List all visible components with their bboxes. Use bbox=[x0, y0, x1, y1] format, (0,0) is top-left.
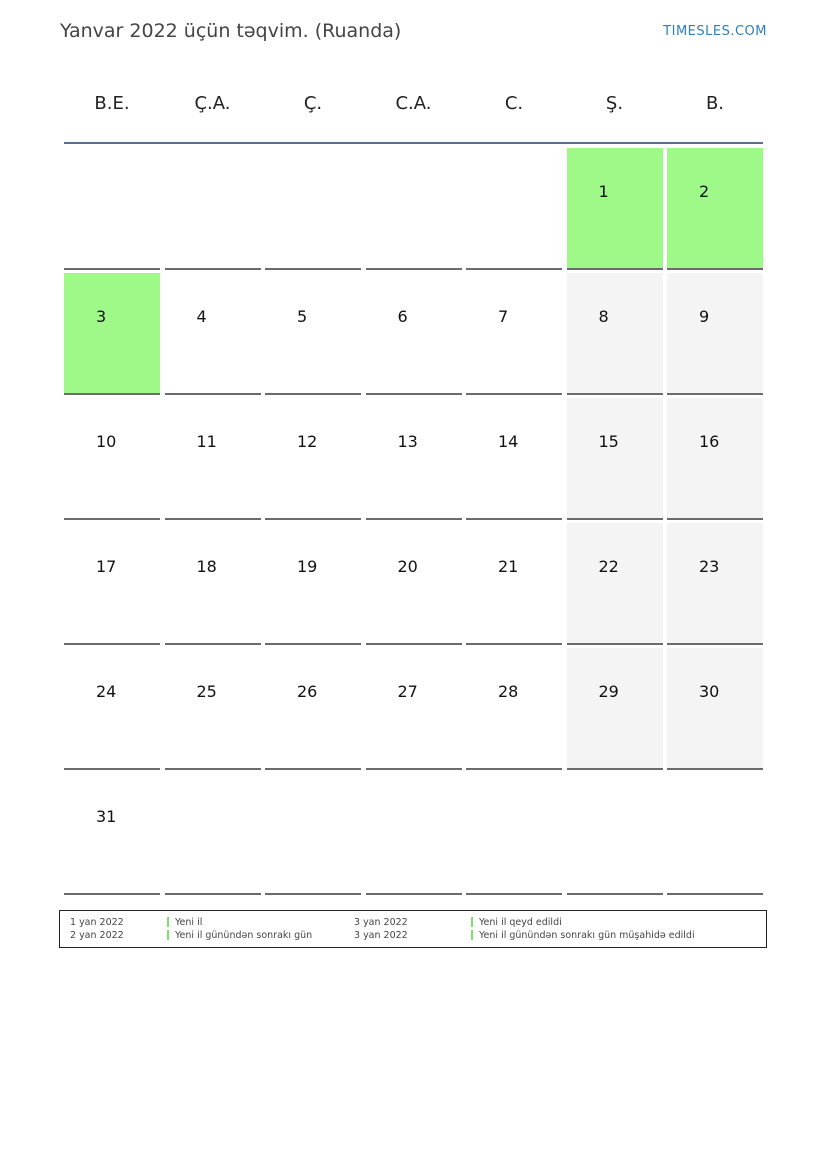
weekday-label: C.A. bbox=[395, 93, 432, 114]
day-cell bbox=[165, 398, 261, 520]
weekday-label: Ç.A. bbox=[194, 93, 231, 114]
day-cell bbox=[667, 523, 763, 645]
day-number: 30 bbox=[699, 682, 720, 701]
weekday-label: C. bbox=[504, 93, 524, 114]
holiday-marker-icon bbox=[471, 917, 473, 927]
day-cell bbox=[567, 648, 663, 770]
day-number: 13 bbox=[397, 432, 418, 451]
holiday-marker-icon bbox=[167, 930, 169, 940]
day-cell bbox=[165, 648, 261, 770]
day-number: 9 bbox=[699, 307, 710, 326]
empty-cell bbox=[667, 773, 763, 895]
day-cell bbox=[366, 523, 462, 645]
legend-date: 2 yan 2022 bbox=[70, 930, 124, 941]
empty-cell bbox=[265, 773, 361, 895]
day-cell bbox=[165, 523, 261, 645]
day-number: 23 bbox=[699, 557, 720, 576]
day-cell bbox=[366, 273, 462, 395]
day-cell bbox=[466, 273, 562, 395]
day-cell bbox=[366, 398, 462, 520]
legend-date: 3 yan 2022 bbox=[354, 930, 408, 941]
day-number: 17 bbox=[96, 557, 117, 576]
day-number: 8 bbox=[598, 307, 609, 326]
weekday-label: B. bbox=[705, 93, 725, 114]
day-number: 16 bbox=[699, 432, 720, 451]
day-number: 7 bbox=[498, 307, 509, 326]
day-cell bbox=[466, 648, 562, 770]
day-number: 10 bbox=[96, 432, 117, 451]
day-number: 29 bbox=[598, 682, 619, 701]
day-cell bbox=[64, 648, 160, 770]
day-cell bbox=[466, 523, 562, 645]
day-number: 6 bbox=[397, 307, 408, 326]
legend-item bbox=[70, 916, 400, 929]
day-number: 31 bbox=[96, 807, 117, 826]
day-cell bbox=[466, 398, 562, 520]
day-cell bbox=[64, 398, 160, 520]
day-cell bbox=[567, 148, 663, 270]
legend-name: Yeni il qeyd edildi bbox=[479, 917, 562, 928]
weekday-label: B.E. bbox=[94, 93, 130, 114]
day-cell bbox=[265, 273, 361, 395]
day-cell bbox=[667, 273, 763, 395]
empty-cell bbox=[165, 773, 261, 895]
empty-cell bbox=[165, 148, 261, 270]
calendar-grid bbox=[64, 148, 764, 895]
legend-name: Yeni il bbox=[175, 917, 203, 928]
day-number: 11 bbox=[196, 432, 217, 451]
page-title: Yanvar 2022 üçün təqvim. (Ruanda) bbox=[60, 20, 402, 42]
day-cell bbox=[567, 523, 663, 645]
empty-cell bbox=[567, 773, 663, 895]
empty-cell bbox=[366, 773, 462, 895]
day-number: 18 bbox=[196, 557, 217, 576]
weekday-label: Ş. bbox=[605, 93, 624, 114]
weekday-header bbox=[64, 80, 763, 144]
day-cell bbox=[265, 398, 361, 520]
empty-cell bbox=[466, 773, 562, 895]
day-cell bbox=[165, 273, 261, 395]
day-cell bbox=[265, 648, 361, 770]
day-number: 26 bbox=[297, 682, 318, 701]
empty-cell bbox=[466, 148, 562, 270]
day-number: 15 bbox=[598, 432, 619, 451]
holiday-marker-icon bbox=[471, 930, 473, 940]
day-cell bbox=[567, 398, 663, 520]
day-number: 27 bbox=[397, 682, 418, 701]
day-number: 19 bbox=[297, 557, 318, 576]
day-number: 25 bbox=[196, 682, 217, 701]
empty-cell bbox=[265, 148, 361, 270]
day-cell bbox=[64, 773, 160, 895]
day-number: 28 bbox=[498, 682, 519, 701]
day-number: 2 bbox=[699, 182, 710, 201]
day-cell bbox=[667, 398, 763, 520]
day-number: 3 bbox=[96, 307, 107, 326]
day-cell bbox=[667, 148, 763, 270]
empty-cell bbox=[366, 148, 462, 270]
day-cell bbox=[265, 523, 361, 645]
legend-item bbox=[70, 929, 400, 942]
brand-link[interactable]: TIMESLES.COM bbox=[663, 24, 767, 39]
day-cell bbox=[64, 273, 160, 395]
day-cell bbox=[366, 648, 462, 770]
day-cell bbox=[567, 273, 663, 395]
legend-item bbox=[354, 916, 754, 929]
day-number: 24 bbox=[96, 682, 117, 701]
day-number: 5 bbox=[297, 307, 308, 326]
day-number: 20 bbox=[397, 557, 418, 576]
legend-name: Yeni il günündən sonrakı gün müşahidə edildi bbox=[479, 930, 695, 941]
legend-date: 3 yan 2022 bbox=[354, 917, 408, 928]
day-cell bbox=[64, 523, 160, 645]
legend-item bbox=[354, 929, 754, 942]
weekday-label: Ç. bbox=[303, 93, 323, 114]
day-number: 1 bbox=[598, 182, 609, 201]
legend-date: 1 yan 2022 bbox=[70, 917, 124, 928]
day-number: 4 bbox=[196, 307, 207, 326]
day-number: 12 bbox=[297, 432, 318, 451]
day-number: 14 bbox=[498, 432, 519, 451]
legend-name: Yeni il günündən sonrakı gün bbox=[175, 930, 313, 941]
day-cell bbox=[667, 648, 763, 770]
empty-cell bbox=[64, 148, 160, 270]
holiday-marker-icon bbox=[167, 917, 169, 927]
holiday-legend bbox=[59, 910, 767, 948]
day-number: 21 bbox=[498, 557, 519, 576]
day-number: 22 bbox=[598, 557, 619, 576]
